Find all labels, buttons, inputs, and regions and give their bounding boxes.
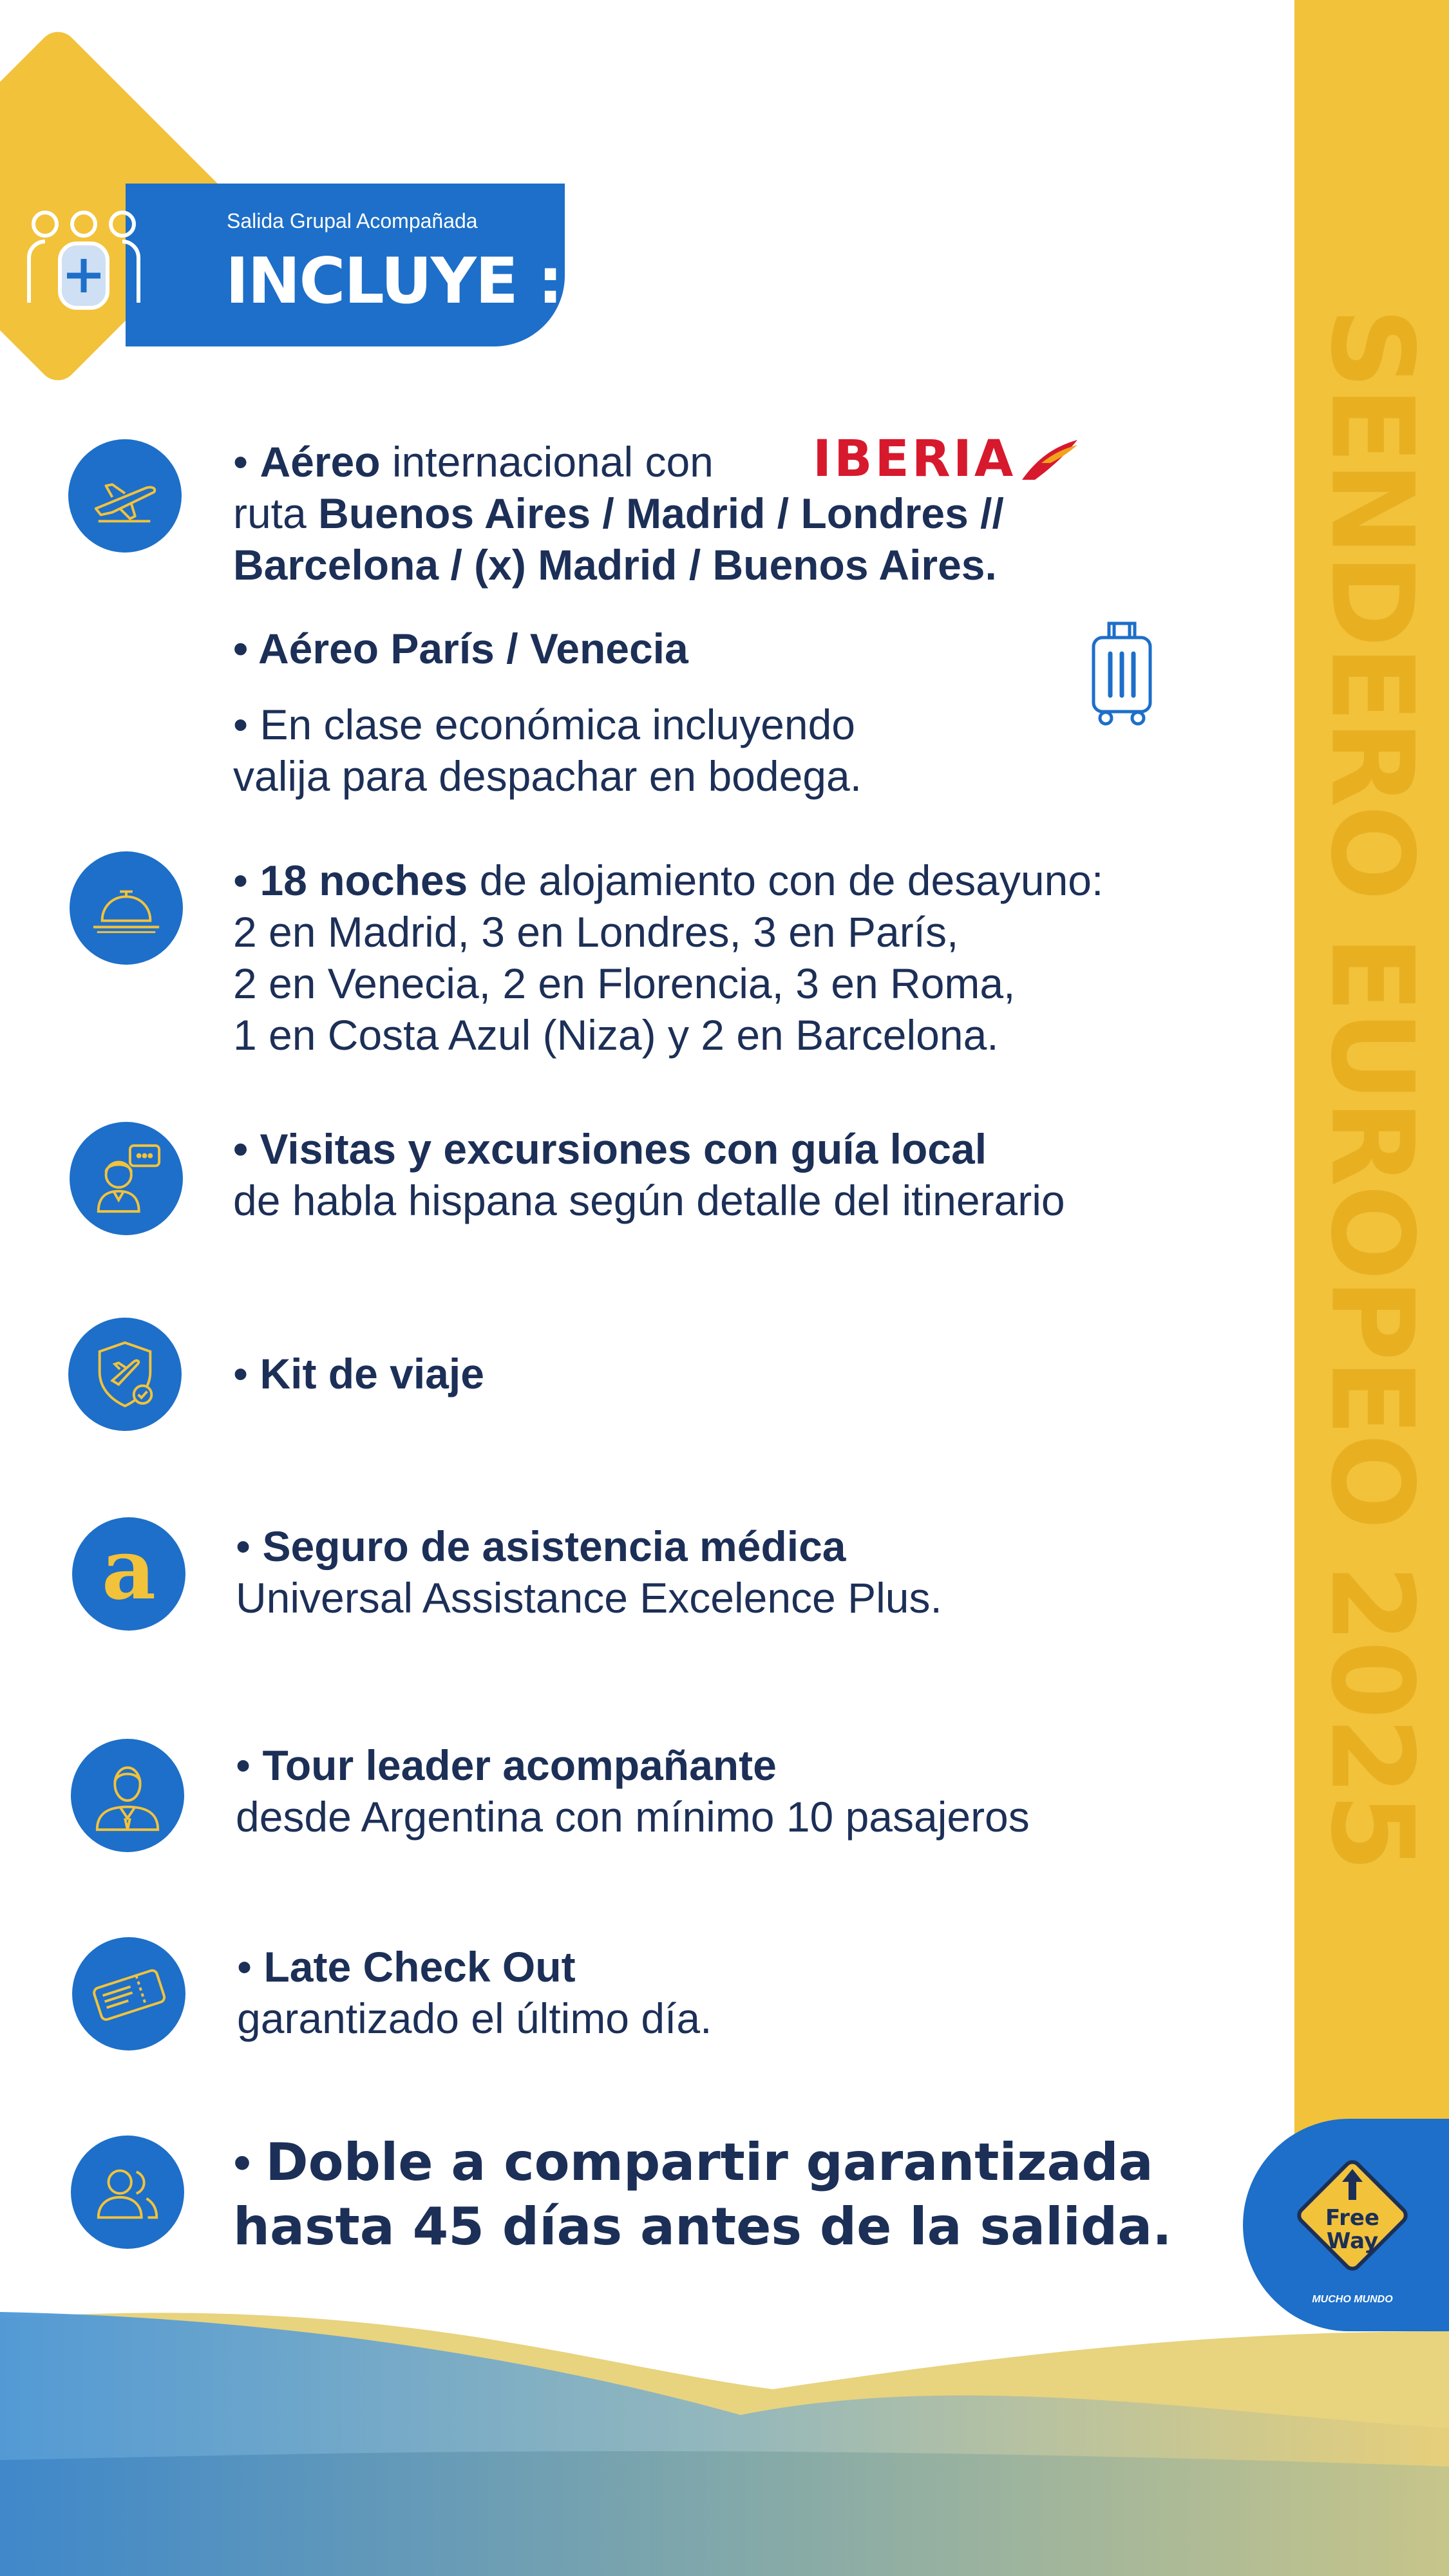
freeway-caption: MUCHO MUNDO	[1312, 2294, 1393, 2305]
iberia-wing-icon	[1016, 433, 1080, 485]
users-icon	[90, 2154, 166, 2230]
side-title: SENDERO EUROPEO 2025	[1305, 307, 1438, 1870]
ticket-icon	[91, 1956, 167, 2032]
iberia-logo	[813, 430, 1080, 488]
hotel-bell-icon	[88, 870, 164, 946]
group-plus-icon	[23, 206, 145, 316]
item-1-sub-bold: • Aéreo París / Venecia	[233, 625, 688, 672]
item-1-sub-line-1: • En clase económica incluyendo	[233, 701, 855, 748]
bottom-waves	[0, 2293, 1449, 2576]
item-6-line-1: • Tour leader acompañante	[236, 1741, 777, 1789]
item-icon-circle-hotel	[70, 851, 183, 965]
item-7-line-1: • Late Check Out	[237, 1943, 576, 1991]
item-3-line-1: • Visitas y excursiones con guía local	[233, 1125, 987, 1173]
item-1-line-1: • Aéreo internacional con	[233, 438, 714, 486]
travel-shield-icon	[87, 1336, 163, 1412]
iberia-wordmark: IBERIA	[813, 430, 1016, 488]
item-8-line-2: hasta 45 días antes de la salida.	[233, 2197, 1172, 2257]
item-2-line-4: 1 en Costa Azul (Niza) y 2 en Barcelona.	[233, 1011, 999, 1059]
freeway-text-line-2: Way	[1326, 2228, 1379, 2254]
item-2-line-2: 2 en Madrid, 3 en Londres, 3 en París,	[233, 908, 959, 956]
item-icon-circle-insurance	[72, 1517, 185, 1631]
item-icon-circle-leader	[71, 1739, 184, 1852]
item-icon-circle-kit	[68, 1318, 182, 1431]
item-icon-circle-guide	[70, 1122, 183, 1235]
item-icon-circle-double	[71, 2136, 184, 2249]
assistance-logo-icon: a	[101, 1520, 156, 1618]
item-3-line-2: de habla hispana según detalle del itinerario	[233, 1177, 1065, 1224]
airplane-icon	[87, 458, 163, 534]
item-icon-circle-checkout	[72, 1937, 185, 2050]
item-8-line-1: • Doble a compartir garantizada	[233, 2132, 1153, 2192]
item-1-line-3: Barcelona / (x) Madrid / Buenos Aires.	[233, 541, 997, 589]
item-5-line-1: • Seguro de asistencia médica	[236, 1522, 846, 1570]
item-icon-circle-flight	[68, 439, 182, 553]
tour-leader-icon	[90, 1757, 166, 1833]
item-4-line-1: • Kit de viaje	[233, 1350, 484, 1397]
tour-guide-icon	[88, 1141, 164, 1217]
item-7-line-2: garantizado el último día.	[237, 1994, 712, 2042]
item-6-line-2: desde Argentina con mínimo 10 pasajeros	[236, 1793, 1030, 1841]
freeway-text-line-1: Free	[1325, 2205, 1379, 2231]
item-2-line-1: • 18 noches de alojamiento con de desayuno:	[233, 857, 1104, 904]
item-1-sub-line-2: valija para despachar en bodega.	[233, 752, 862, 800]
header-subtitle: Salida Grupal Acompañada	[227, 209, 478, 232]
header-title: INCLUYE :	[225, 245, 562, 318]
item-1-line-2: ruta Buenos Aires / Madrid / Londres //	[233, 489, 1004, 537]
item-2-line-3: 2 en Venecia, 2 en Florencia, 3 en Roma,	[233, 960, 1016, 1007]
suitcase-icon	[1090, 618, 1154, 728]
item-5-line-2: Universal Assistance Excelence Plus.	[236, 1574, 942, 1622]
